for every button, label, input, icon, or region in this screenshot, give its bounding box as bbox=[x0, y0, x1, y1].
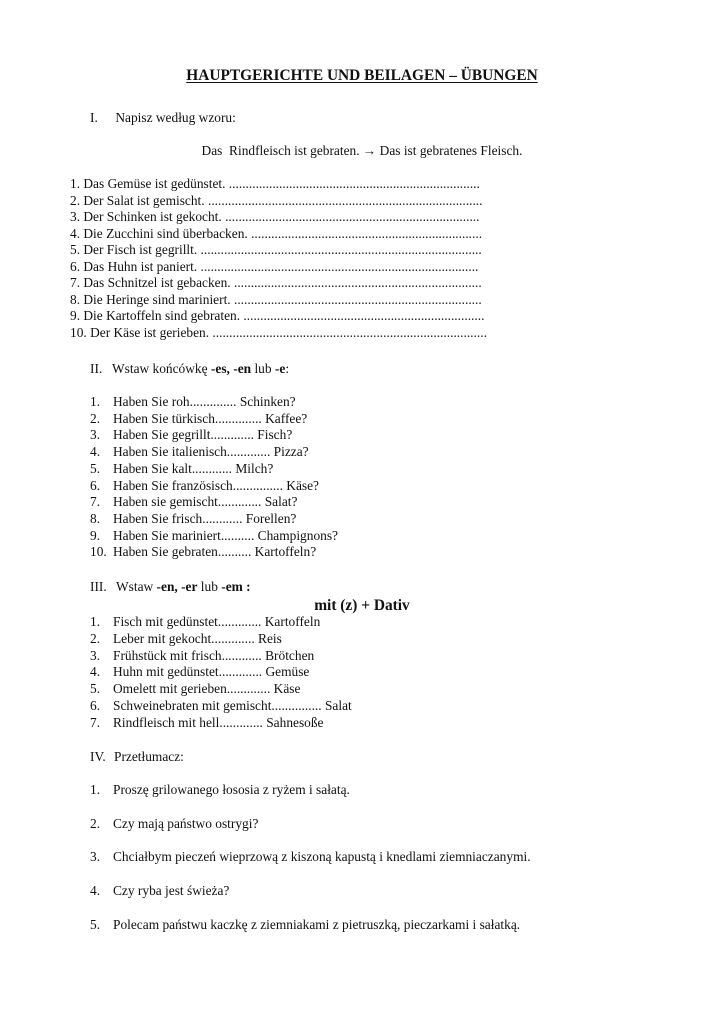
section-3-item-number: 2. bbox=[90, 630, 101, 646]
section-3-item bbox=[90, 681, 300, 698]
section-4-heading bbox=[90, 748, 184, 765]
section-2-item-text: Haben Sie frisch............ Forellen? bbox=[113, 510, 297, 526]
section-1-item: 1. Das Gemüse ist gedünstet. ........................................................................... bbox=[70, 176, 480, 191]
section-3-instruction-pre: Wstaw bbox=[116, 579, 157, 594]
section-1-item: 9. Die Kartoffeln sind gebraten. ........................................................................ bbox=[70, 308, 485, 324]
section-3-instruction-mid: lub bbox=[197, 579, 222, 594]
section-3-item-text: Huhn mit gedünstet............. Gemüse bbox=[113, 664, 310, 680]
section-4-item-text: Polecam państwu kaczkę z ziemniakami z pietruszką, pieczarkami i sałatką. bbox=[113, 916, 521, 932]
section-1-number: I. bbox=[90, 110, 98, 125]
section-4-item-text: Chciałbym pieczeń wieprzową z kiszoną kapustą i knedlami ziemniaczanymi. bbox=[113, 849, 531, 865]
section-2-item bbox=[90, 461, 273, 478]
section-4-item bbox=[90, 816, 258, 833]
section-1-item: 3. Der Schinken ist gekocht. ............................................................................ bbox=[70, 209, 480, 225]
section-1-item: 6. Das Huhn ist paniert. ................................................................................... bbox=[70, 258, 479, 274]
section-3-item-text: Leber mit gekocht............. Reis bbox=[113, 630, 282, 646]
section-2-heading bbox=[90, 360, 289, 377]
section-1-item: 4. Die Zucchini sind überbacken. ..................................................................... bbox=[70, 225, 483, 241]
section-1-item: 2. Der Salat ist gemischt. .................................................................................. bbox=[70, 192, 483, 208]
section-4-item bbox=[90, 782, 350, 799]
section-3-instruction-endings: -en, -er bbox=[156, 579, 198, 594]
section-3-heading bbox=[90, 578, 251, 595]
section-2-instruction-post: : bbox=[285, 361, 290, 376]
worksheet-title: HAUPTGERICHTE UND BEILAGEN – ÜBUNGEN bbox=[186, 67, 538, 84]
section-2-item-number: 4. bbox=[90, 444, 101, 460]
section-2-instruction-ending-e: -e bbox=[274, 361, 286, 376]
section-4-item bbox=[90, 883, 229, 900]
section-4-item-number: 2. bbox=[90, 815, 101, 831]
section-1-example: Das Rindfleisch ist gebraten. → Das ist gebratenes Fleisch. bbox=[201, 143, 523, 158]
section-2-item-number: 10. bbox=[90, 544, 107, 560]
section-2-item-number: 5. bbox=[90, 460, 101, 476]
section-2-item-text: Haben sie gemischt............. Salat? bbox=[113, 494, 298, 510]
section-4-item-text: Proszę grilowanego łososia z ryżem i sałatą. bbox=[113, 782, 350, 797]
section-2-item-number: 8. bbox=[90, 510, 101, 526]
section-3-item bbox=[90, 715, 324, 732]
section-2-instruction-pre: Wstaw końcówkę bbox=[112, 361, 211, 376]
section-3-instruction-ending-em: -em : bbox=[221, 579, 251, 594]
section-3-item-number: 4. bbox=[90, 664, 101, 680]
section-2-item-number: 7. bbox=[90, 494, 101, 510]
section-3-item bbox=[90, 664, 309, 681]
section-1-item: 8. Die Heringe sind mariniert. .......................................................................... bbox=[70, 291, 482, 307]
section-1-item: 7. Das Schnitzel ist gebacken. .......................................................................... bbox=[70, 275, 482, 291]
section-3-item-text: Frühstück mit frisch............ Brötchen bbox=[113, 647, 315, 663]
section-4-item bbox=[90, 849, 531, 866]
section-2-instruction-mid: lub bbox=[251, 361, 275, 376]
section-2-item-text: Haben Sie mariniert.......... Champignons? bbox=[113, 527, 338, 543]
section-3-item bbox=[90, 614, 320, 631]
section-4-item-number: 1. bbox=[90, 782, 101, 797]
section-3-item-text: Fisch mit gedünstet............. Kartoffeln bbox=[113, 614, 321, 629]
section-2-item-number: 1. bbox=[90, 394, 101, 409]
section-3-number: III. bbox=[90, 579, 107, 594]
section-4-instruction: Przetłumacz: bbox=[114, 749, 184, 764]
section-2-item bbox=[90, 544, 316, 561]
section-2-item-number: 9. bbox=[90, 527, 101, 543]
section-1-item: 5. Der Fisch ist gegrillt. .................................................................................... bbox=[70, 242, 482, 258]
section-3-item bbox=[90, 648, 314, 665]
section-2-item-text: Haben Sie französisch............... Käse? bbox=[113, 477, 320, 493]
section-2-item-number: 6. bbox=[90, 477, 101, 493]
section-3-item bbox=[90, 698, 352, 715]
section-2-item bbox=[90, 478, 319, 495]
section-2-number: II. bbox=[90, 361, 103, 376]
section-4-item-number: 4. bbox=[90, 883, 101, 899]
section-3-item bbox=[90, 631, 282, 648]
section-2-item bbox=[90, 528, 338, 545]
section-2-instruction-endings: -es, -en bbox=[210, 361, 252, 376]
section-2-item bbox=[90, 411, 307, 428]
section-3-item-text: Schweinebraten mit gemischt............... Salat bbox=[113, 697, 352, 713]
section-2-item bbox=[90, 444, 309, 461]
section-4-item bbox=[90, 917, 520, 934]
section-3-item-number: 3. bbox=[90, 647, 101, 663]
section-2-item-text: Haben Sie italienisch............. Pizza? bbox=[113, 444, 309, 460]
section-1-heading bbox=[90, 109, 236, 126]
section-2-item-text: Haben Sie gebraten.......... Kartoffeln? bbox=[113, 544, 317, 560]
section-3-item-number: 5. bbox=[90, 681, 101, 696]
section-2-item-text: Haben Sie gegrillt............. Fisch? bbox=[113, 427, 293, 443]
section-3-item-number: 6. bbox=[90, 697, 101, 713]
section-2-item-number: 2. bbox=[90, 410, 101, 426]
section-4-item-number: 3. bbox=[90, 849, 101, 865]
section-2-item-text: Haben Sie türkisch.............. Kaffee? bbox=[113, 410, 308, 426]
section-4-item-text: Czy ryba jest świeża? bbox=[113, 883, 230, 899]
section-3-item-number: 1. bbox=[90, 614, 101, 629]
section-2-item bbox=[90, 394, 296, 411]
section-2-item bbox=[90, 511, 296, 528]
section-2-item-text: Haben Sie kalt............ Milch? bbox=[113, 460, 274, 476]
section-3-subtitle: mit (z) + Dativ bbox=[314, 597, 410, 614]
section-3-item-number: 7. bbox=[90, 714, 101, 730]
section-4-item-number: 5. bbox=[90, 916, 101, 932]
section-3-item-text: Rindfleisch mit hell............. Sahnesoße bbox=[113, 714, 324, 730]
section-1-item: 10. Der Käse ist gerieben. .................................................................................. bbox=[70, 324, 487, 340]
section-3-item-text: Omelett mit gerieben............. Käse bbox=[113, 681, 301, 696]
section-2-item-text: Haben Sie roh.............. Schinken? bbox=[113, 394, 296, 409]
section-4-item-text: Czy mają państwo ostrygi? bbox=[113, 815, 259, 831]
section-2-item-number: 3. bbox=[90, 427, 101, 443]
section-1-instruction: Napisz według wzoru: bbox=[115, 110, 236, 125]
section-2-item bbox=[90, 494, 297, 511]
section-4-number: IV. bbox=[90, 749, 106, 764]
section-2-item bbox=[90, 427, 292, 444]
